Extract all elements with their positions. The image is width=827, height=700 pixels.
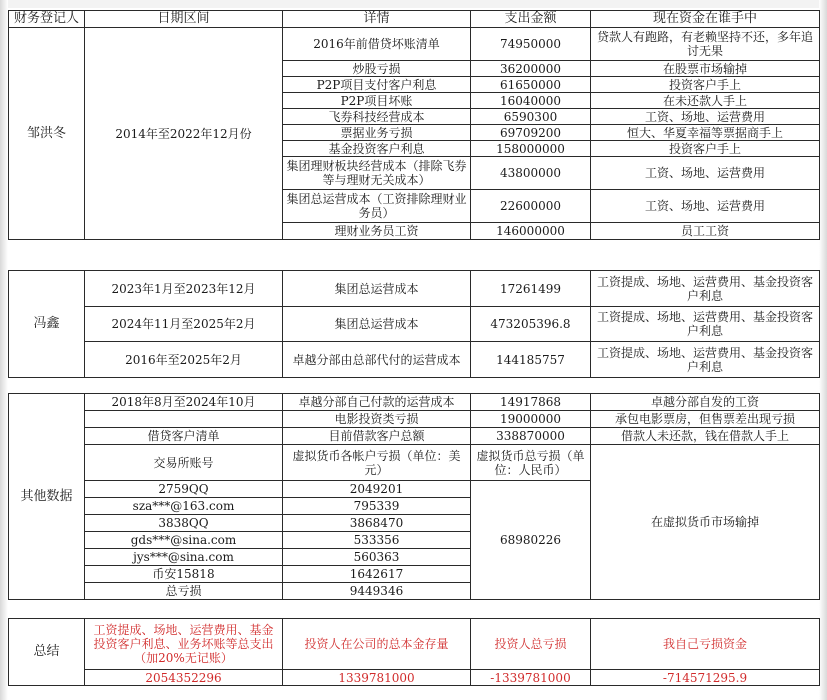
amount-cell: 69709200 [471,125,591,141]
detail-cell: 2016年前借贷坏账清单 [283,28,471,61]
person-name: 冯鑫 [9,271,85,378]
crypto-loss: 2049201 [283,481,471,498]
summary-own-loss: -714571295.9 [591,670,820,686]
amount-cell: 19000000 [471,411,591,428]
table-row [9,394,820,411]
where-cell: 员工工资 [591,223,820,240]
amount-cell: 17261499 [471,271,591,307]
crypto-loss: 533356 [283,532,471,549]
table-row [9,28,820,61]
detail-cell: P2P项目支付客户利息 [283,77,471,93]
detail-cell: 卓越分部自己付款的运营成本 [283,394,471,411]
amount-cell: 6590300 [471,109,591,125]
crypto-loss: 795339 [283,498,471,515]
period-cell: 2014年至2022年12月份 [85,28,283,240]
crypto-total-header: 虚拟货币总亏损（单位：人民币） [471,445,591,481]
header-row [9,11,820,28]
detail-cell: 集团总运营成本（工资排除理财业务员） [283,190,471,223]
header-amount: 支出金额 [471,11,591,28]
header-whereabouts: 现在资金在谁手中 [591,11,820,28]
amount-cell: 22600000 [471,190,591,223]
crypto-loss: 1642617 [283,566,471,583]
table-row [9,271,820,307]
amount-cell: 146000000 [471,223,591,240]
header-detail: 详情 [283,11,471,28]
detail-cell: 集团理财板块经营成本（排除飞券等与理财无关成本） [283,157,471,190]
detail-cell: 票据业务亏损 [283,125,471,141]
period-cell: 借贷客户清单 [85,428,283,445]
where-cell: 工资提成、场地、运营费用、基金投资客户利息 [591,342,820,378]
crypto-account: sza***@163.com [85,498,283,515]
where-cell: 工资提成、场地、运营费用、基金投资客户利息 [591,271,820,307]
where-cell: 工资、场地、运营费用 [591,109,820,125]
summary-investor-loss: -1339781000 [471,670,591,686]
summary-investor-loss-header: 投资人总亏损 [471,619,591,670]
crypto-account: 3838QQ [85,515,283,532]
crypto-total-rmb: 68980226 [471,481,591,600]
table-row [9,342,820,378]
amount-cell: 16040000 [471,93,591,109]
crypto-account: gds***@sina.com [85,532,283,549]
detail-cell: 飞券科技经营成本 [283,109,471,125]
table-section-2 [8,270,820,378]
summary-value-row [9,670,820,686]
summary-principal: 1339781000 [283,670,471,686]
table-summary [8,618,820,686]
crypto-account: jys***@sina.com [85,549,283,566]
detail-cell: 理财业务员工资 [283,223,471,240]
where-cell: 卓越分部自发的工资 [591,394,820,411]
summary-principal-header: 投资人在公司的总本金存量 [283,619,471,670]
detail-cell: P2P项目坏账 [283,93,471,109]
crypto-loss: 9449346 [283,583,471,600]
left-edge [0,0,8,700]
amount-cell: 61650000 [471,77,591,93]
amount-cell: 338870000 [471,428,591,445]
table-section-3 [8,393,820,600]
where-cell: 投资客户手上 [591,141,820,157]
summary-total-expense-header: 工资提成、场地、运营费用、基金投资客户利息、业务坏账等总支出（加20%无记账） [85,619,283,670]
detail-cell: 卓越分部由总部代付的运营成本 [283,342,471,378]
detail-cell: 电影投资类亏损 [283,411,471,428]
detail-cell: 炒股亏损 [283,61,471,77]
period-cell: 2018年8月至2024年10月 [85,394,283,411]
where-cell: 恒大、华夏幸福等票据商手上 [591,125,820,141]
where-cell: 工资、场地、运营费用 [591,157,820,190]
where-cell: 工资提成、场地、运营费用、基金投资客户利息 [591,307,820,342]
detail-cell: 目前借款客户总额 [283,428,471,445]
period-cell: 2024年11月至2025年2月 [85,307,283,342]
where-cell: 投资客户手上 [591,77,820,93]
detail-cell: 集团总运营成本 [283,271,471,307]
crypto-loss: 560363 [283,549,471,566]
where-cell: 在股票市场输掉 [591,61,820,77]
person-name: 邹洪冬 [9,28,85,240]
where-cell: 借款人未还款，钱在借款人手上 [591,428,820,445]
amount-cell: 14917868 [471,394,591,411]
amount-cell: 36200000 [471,61,591,77]
amount-cell: 43800000 [471,157,591,190]
summary-header-row [9,619,820,670]
crypto-account: 总亏损 [85,583,283,600]
crypto-header-row [9,445,820,481]
where-cell: 工资、场地、运营费用 [591,190,820,223]
summary-label: 总结 [9,619,85,686]
right-edge [819,0,827,700]
detail-cell: 集团总运营成本 [283,307,471,342]
amount-cell: 473205396.8 [471,307,591,342]
crypto-loss: 3868470 [283,515,471,532]
where-cell: 贷款人有跑路，有老赖坚持不还，多年追讨无果 [591,28,820,61]
summary-own-loss-header: 我自己亏损资金 [591,619,820,670]
crypto-account-header: 交易所账号 [85,445,283,481]
summary-total-expense: 2054352296 [85,670,283,686]
header-registrar: 财务登记人 [9,11,85,28]
amount-cell: 74950000 [471,28,591,61]
top-strip [0,0,827,8]
person-name: 其他数据 [9,394,85,600]
period-cell [85,411,283,428]
header-period: 日期区间 [85,11,283,28]
table-row [9,411,820,428]
where-cell: 在未还款人手上 [591,93,820,109]
amount-cell: 158000000 [471,141,591,157]
detail-cell: 基金投资客户利息 [283,141,471,157]
period-cell: 2016年至2025年2月 [85,342,283,378]
crypto-account: 币安15818 [85,566,283,583]
crypto-where-cell: 在虚拟货币市场输掉 [591,445,820,600]
where-cell: 承包电影票房，但售票差出现亏损 [591,411,820,428]
amount-cell: 144185757 [471,342,591,378]
period-cell: 2023年1月至2023年12月 [85,271,283,307]
table-row [9,428,820,445]
crypto-per-account-header: 虚拟货币各帐户亏损（单位：美元） [283,445,471,481]
crypto-account: 2759QQ [85,481,283,498]
table-section-1 [8,10,820,240]
table-row [9,307,820,342]
